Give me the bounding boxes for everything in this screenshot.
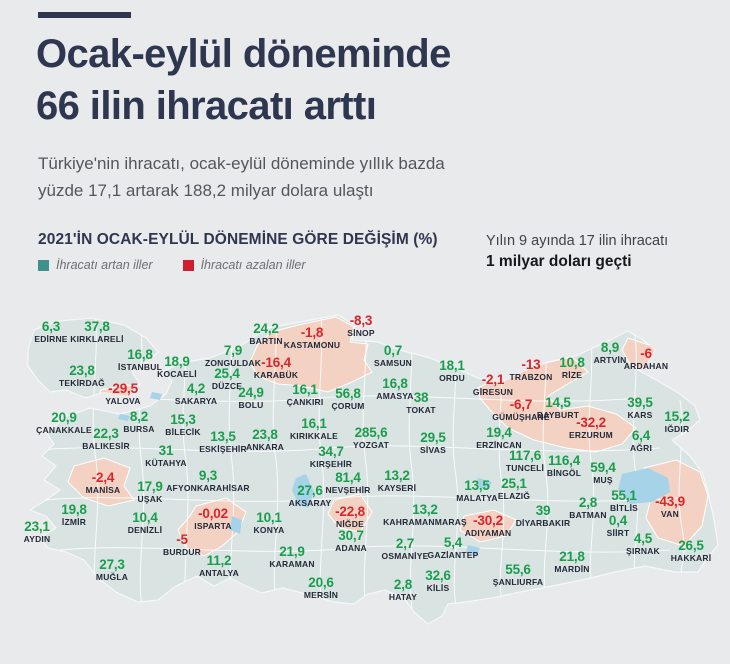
legend-item-increase bbox=[38, 258, 153, 272]
province-value: 23,8 bbox=[69, 363, 95, 378]
billion-dollar-note bbox=[486, 230, 668, 272]
province-value: 59,4 bbox=[590, 460, 616, 475]
province-name: ADIYAMAN bbox=[464, 528, 512, 538]
province-value: 22,3 bbox=[93, 426, 119, 441]
province-label bbox=[630, 429, 652, 454]
province-name: SAMSUN bbox=[373, 358, 413, 368]
province-label bbox=[510, 358, 553, 383]
province-value: 9,3 bbox=[198, 468, 218, 483]
page-subtitle-line1: Türkiye'nin ihracatı, ocak-eylül döneminde yıllık bazda bbox=[38, 154, 445, 173]
province-label bbox=[34, 320, 67, 345]
province-name: KARS bbox=[627, 410, 653, 420]
province-name: KOCAELİ bbox=[157, 369, 197, 379]
province-label bbox=[238, 386, 263, 411]
province-value: 19,4 bbox=[486, 425, 512, 440]
province-value: 18,9 bbox=[164, 354, 190, 369]
province-name: HAKKARİ bbox=[670, 553, 712, 563]
province-value: 21,9 bbox=[279, 544, 305, 559]
province-name: IĞDIR bbox=[664, 424, 690, 434]
province-label bbox=[493, 563, 543, 588]
province-label bbox=[166, 469, 250, 494]
province-value: 24,9 bbox=[238, 385, 264, 400]
province-label bbox=[506, 449, 544, 474]
province-name: GİRESUN bbox=[472, 387, 514, 397]
province-label bbox=[165, 413, 200, 438]
province-label bbox=[310, 445, 352, 470]
province-value: -43,9 bbox=[655, 494, 685, 509]
province-value: 6,3 bbox=[41, 319, 61, 334]
province-value: -8,3 bbox=[349, 313, 373, 328]
province-label bbox=[378, 469, 416, 494]
province-label bbox=[610, 489, 638, 514]
province-value: 24,2 bbox=[253, 321, 279, 336]
province-label bbox=[473, 373, 513, 398]
province-label bbox=[86, 471, 121, 496]
province-label bbox=[269, 545, 314, 570]
province-value: 31 bbox=[158, 443, 174, 458]
province-value: 55,6 bbox=[505, 562, 531, 577]
province-label bbox=[335, 529, 367, 554]
province-name: AFYONKARAHİSAR bbox=[166, 483, 250, 493]
province-label bbox=[157, 355, 197, 380]
province-value: -22,8 bbox=[335, 504, 365, 519]
province-value: 25,1 bbox=[501, 476, 527, 491]
province-label bbox=[569, 496, 606, 521]
province-label bbox=[382, 537, 429, 562]
billion-dollar-note-line1: Yılın 9 ayında 17 ilin ihracatı bbox=[486, 233, 669, 249]
province-name: ERZURUM bbox=[569, 430, 613, 440]
province-label bbox=[249, 322, 282, 347]
province-value: -2,1 bbox=[481, 372, 505, 387]
province-name: ERZİNCAN bbox=[476, 440, 522, 450]
billion-dollar-note-line2: 1 milyar doları geçti bbox=[486, 253, 632, 270]
province-name: GAZİANTEP bbox=[427, 550, 479, 560]
province-name: BİTLİS bbox=[609, 503, 639, 513]
province-name: EDİRNE bbox=[34, 334, 68, 344]
province-value: 20,9 bbox=[51, 410, 77, 425]
province-name: KIRKLARELİ bbox=[70, 334, 124, 344]
province-label bbox=[374, 344, 412, 369]
province-value: 20,6 bbox=[308, 575, 334, 590]
province-name: BARTIN bbox=[249, 336, 283, 346]
province-name: BOLU bbox=[238, 400, 264, 410]
page-title-line2: 66 ilin ihracatı arttı bbox=[36, 84, 377, 128]
province-label bbox=[118, 348, 162, 373]
province-label bbox=[163, 533, 201, 558]
province-name: NİĞDE bbox=[336, 519, 364, 529]
province-value: 13,5 bbox=[464, 478, 490, 493]
province-label bbox=[289, 484, 332, 509]
province-name: ARDAHAN bbox=[623, 361, 669, 371]
province-label bbox=[406, 391, 436, 416]
province-label bbox=[624, 347, 668, 372]
province-value: 23,1 bbox=[24, 519, 50, 534]
province-name: UŞAK bbox=[137, 494, 163, 504]
province-value: 21,8 bbox=[559, 549, 585, 564]
province-name: NEVŞEHİR bbox=[325, 485, 371, 495]
province-name: TRABZON bbox=[509, 372, 553, 382]
legend-item-decrease bbox=[183, 258, 306, 272]
province-value: 4,2 bbox=[186, 381, 206, 396]
province-value: 81,4 bbox=[335, 470, 361, 485]
province-name: MARDİN bbox=[554, 564, 590, 574]
province-name: TOKAT bbox=[406, 405, 436, 415]
page-subtitle-line2: yüzde 17,1 artarak 188,2 milyar dolara ulaştı bbox=[38, 181, 374, 200]
province-value: 0,4 bbox=[608, 513, 628, 528]
province-value: 0,7 bbox=[383, 343, 403, 358]
province-value: -6,7 bbox=[509, 397, 533, 412]
province-label bbox=[569, 416, 613, 441]
province-label bbox=[175, 382, 217, 407]
increase-swatch-icon bbox=[38, 260, 49, 271]
province-name: KARAMAN bbox=[269, 559, 315, 569]
province-value: 16,1 bbox=[292, 382, 318, 397]
province-label bbox=[671, 539, 712, 564]
province-value: 14,5 bbox=[545, 395, 571, 410]
province-label bbox=[290, 417, 338, 442]
province-name: ŞIRNAK bbox=[626, 546, 660, 556]
province-label bbox=[627, 396, 652, 421]
section-heading: 2021'İN OCAK-EYLÜL DÖNEMİNE GÖRE DEĞİŞİM (%) bbox=[38, 231, 438, 248]
province-label bbox=[353, 426, 389, 451]
province-value: 17,9 bbox=[137, 479, 163, 494]
province-name: GÜMÜŞHANE bbox=[492, 412, 550, 422]
province-name: DÜZCE bbox=[211, 381, 243, 391]
page-subtitle bbox=[38, 150, 445, 204]
province-label bbox=[199, 430, 247, 455]
province-value: -13 bbox=[521, 357, 541, 372]
province-value: 2,8 bbox=[393, 577, 413, 592]
lake-iznik bbox=[150, 392, 162, 400]
province-label bbox=[61, 503, 86, 528]
decrease-swatch-icon bbox=[183, 260, 194, 271]
province-value: 37,8 bbox=[84, 319, 110, 334]
province-name: ADANA bbox=[335, 543, 367, 553]
province-value: 2,7 bbox=[395, 536, 415, 551]
province-name: SİNOP bbox=[347, 328, 375, 338]
province-name: BATMAN bbox=[569, 510, 607, 520]
page-title-line1: Ocak-eylül döneminde bbox=[36, 32, 451, 76]
province-label bbox=[254, 356, 298, 381]
province-value: 56,8 bbox=[335, 386, 361, 401]
province-label bbox=[347, 314, 374, 339]
province-name: DENİZLİ bbox=[127, 525, 163, 535]
province-name: BİLECİK bbox=[165, 427, 201, 437]
province-value: 7,9 bbox=[223, 343, 243, 358]
province-name: ÇORUM bbox=[331, 401, 365, 411]
province-label bbox=[82, 427, 130, 452]
province-label bbox=[145, 444, 187, 469]
province-name: KİLİS bbox=[426, 583, 450, 593]
province-label bbox=[465, 514, 512, 539]
province-name: BAYBURT bbox=[536, 410, 580, 420]
province-value: 23,8 bbox=[252, 427, 278, 442]
province-label bbox=[287, 383, 324, 408]
province-label bbox=[246, 428, 284, 453]
province-name: ANKARA bbox=[245, 442, 285, 452]
province-name: DİYARBAKIR bbox=[515, 518, 571, 528]
province-value: 13,5 bbox=[210, 429, 236, 444]
province-label bbox=[199, 554, 239, 579]
province-label bbox=[254, 511, 285, 536]
province-label bbox=[194, 507, 231, 532]
province-value: 27,3 bbox=[99, 557, 125, 572]
province-name: AMASYA bbox=[376, 391, 414, 401]
province-name: RİZE bbox=[561, 370, 583, 380]
province-value: 2,8 bbox=[578, 495, 598, 510]
province-label bbox=[516, 504, 571, 529]
province-label bbox=[335, 505, 365, 530]
province-value: 8,9 bbox=[600, 340, 620, 355]
province-name: MANİSA bbox=[85, 485, 121, 495]
province-value: 8,2 bbox=[129, 409, 149, 424]
legend-label-decrease: İhracatı azalan iller bbox=[200, 258, 306, 272]
province-name: MALATYA bbox=[456, 493, 498, 503]
province-value: 16,8 bbox=[127, 347, 153, 362]
province-name: KAYSERİ bbox=[377, 483, 417, 493]
province-label bbox=[664, 410, 689, 435]
province-name: SAKARYA bbox=[174, 396, 218, 406]
province-name: TEKİRDAĞ bbox=[59, 378, 105, 388]
province-label bbox=[626, 532, 660, 557]
province-value: 32,6 bbox=[425, 568, 451, 583]
province-value: 39,5 bbox=[627, 395, 653, 410]
province-value: 29,5 bbox=[420, 430, 446, 445]
province-name: MERSİN bbox=[303, 590, 339, 600]
province-name: YALOVA bbox=[105, 396, 141, 406]
province-name: BURDUR bbox=[162, 547, 202, 557]
province-name: ARTVİN bbox=[593, 355, 627, 365]
province-name: MUŞ bbox=[593, 475, 613, 485]
province-label bbox=[559, 356, 584, 381]
province-value: 16,1 bbox=[301, 416, 327, 431]
province-value: 116,4 bbox=[547, 453, 581, 468]
province-value: -2,4 bbox=[91, 470, 115, 485]
province-name: KASTAMONU bbox=[283, 340, 341, 350]
province-name: KÜTAHYA bbox=[145, 458, 187, 468]
province-name: AYDIN bbox=[23, 534, 51, 544]
province-name: ÇANKIRI bbox=[286, 397, 324, 407]
province-value: -16,4 bbox=[261, 355, 291, 370]
province-value: 6,4 bbox=[631, 428, 651, 443]
province-label bbox=[59, 364, 105, 389]
province-name: HATAY bbox=[388, 592, 418, 602]
province-label bbox=[420, 431, 446, 456]
province-name: ISPARTA bbox=[194, 521, 232, 531]
province-name: ÇANAKKALE bbox=[36, 425, 92, 435]
province-name: KONYA bbox=[253, 525, 285, 535]
province-name: YOZGAT bbox=[353, 440, 389, 450]
province-value: 285,6 bbox=[354, 425, 388, 440]
province-label bbox=[137, 480, 162, 505]
province-name: AĞRI bbox=[629, 443, 653, 453]
legend bbox=[38, 258, 306, 272]
province-name: İSTANBUL bbox=[118, 362, 162, 372]
province-value: 10,8 bbox=[559, 355, 585, 370]
province-label bbox=[128, 511, 162, 536]
province-value: 10,1 bbox=[256, 510, 282, 525]
province-label bbox=[498, 477, 530, 502]
province-label bbox=[547, 454, 581, 479]
province-name: KIRIKKALE bbox=[289, 431, 339, 441]
province-label bbox=[284, 326, 340, 351]
province-name: BURSA bbox=[123, 424, 155, 434]
province-value: 25,4 bbox=[214, 366, 240, 381]
province-value: 18,1 bbox=[439, 358, 465, 373]
province-label bbox=[425, 569, 450, 594]
province-label bbox=[325, 471, 370, 496]
province-label bbox=[105, 382, 140, 407]
province-label bbox=[383, 503, 467, 528]
province-label bbox=[389, 578, 417, 603]
province-value: 16,8 bbox=[382, 376, 408, 391]
province-label bbox=[590, 461, 615, 486]
province-value: 13,2 bbox=[412, 502, 438, 517]
province-name: BİNGÖL bbox=[546, 468, 582, 478]
province-value: 26,5 bbox=[678, 538, 704, 553]
province-label bbox=[331, 387, 364, 412]
page-title bbox=[36, 28, 451, 132]
province-name: SİVAS bbox=[420, 445, 446, 455]
province-name: KAHRAMANMARAŞ bbox=[383, 517, 467, 527]
province-label bbox=[655, 495, 685, 520]
province-name: TUNCELİ bbox=[505, 463, 545, 473]
province-name: AKSARAY bbox=[288, 498, 332, 508]
province-value: -30,2 bbox=[473, 513, 503, 528]
province-value: 15,2 bbox=[664, 409, 690, 424]
province-value: 10,4 bbox=[132, 510, 158, 525]
province-value: 4,5 bbox=[633, 531, 653, 546]
province-value: 34,7 bbox=[318, 444, 344, 459]
province-value: 11,2 bbox=[206, 553, 232, 568]
province-value: 55,1 bbox=[611, 488, 637, 503]
province-name: KIRŞEHİR bbox=[309, 459, 353, 469]
province-value: -32,2 bbox=[576, 415, 606, 430]
province-name: MUĞLA bbox=[95, 572, 129, 582]
province-value: 117,6 bbox=[508, 448, 542, 463]
province-label bbox=[594, 341, 627, 366]
province-label bbox=[304, 576, 338, 601]
province-value: -1,8 bbox=[300, 325, 324, 340]
province-label bbox=[439, 359, 465, 384]
province-value: 5,4 bbox=[443, 535, 463, 550]
province-value: 27,6 bbox=[297, 483, 323, 498]
province-label bbox=[428, 536, 479, 561]
province-value: 39 bbox=[535, 503, 551, 518]
province-label bbox=[554, 550, 589, 575]
province-value: -6 bbox=[640, 346, 652, 361]
province-name: KARABÜK bbox=[253, 370, 299, 380]
province-value: -29,5 bbox=[108, 381, 138, 396]
province-name: SİİRT bbox=[606, 528, 630, 538]
province-value: 19,8 bbox=[61, 502, 87, 517]
province-name: ESKİŞEHİR bbox=[199, 444, 247, 454]
province-label bbox=[24, 520, 51, 545]
province-value: -0,02 bbox=[198, 506, 228, 521]
accent-bar bbox=[38, 12, 131, 18]
province-value: 13,2 bbox=[384, 468, 410, 483]
province-name: İZMİR bbox=[61, 517, 87, 527]
province-label bbox=[70, 320, 123, 345]
province-label bbox=[96, 558, 128, 583]
province-name: ZONGULDAK bbox=[204, 358, 262, 368]
province-name: ELAZIĞ bbox=[497, 491, 531, 501]
province-name: OSMANİYE bbox=[381, 551, 429, 561]
province-name: VAN bbox=[661, 509, 679, 519]
province-value: 30,7 bbox=[338, 528, 364, 543]
turkey-map bbox=[0, 300, 730, 664]
province-value: 15,3 bbox=[170, 412, 196, 427]
province-value: 38 bbox=[413, 390, 429, 405]
province-name: ANTALYA bbox=[199, 568, 239, 578]
province-name: BALIKESİR bbox=[82, 441, 130, 451]
province-name: ŞANLIURFA bbox=[492, 577, 544, 587]
province-label bbox=[456, 479, 498, 504]
province-name: ORDU bbox=[439, 373, 465, 383]
legend-label-increase: İhracatı artan iller bbox=[56, 258, 153, 272]
province-value: -5 bbox=[176, 532, 188, 547]
